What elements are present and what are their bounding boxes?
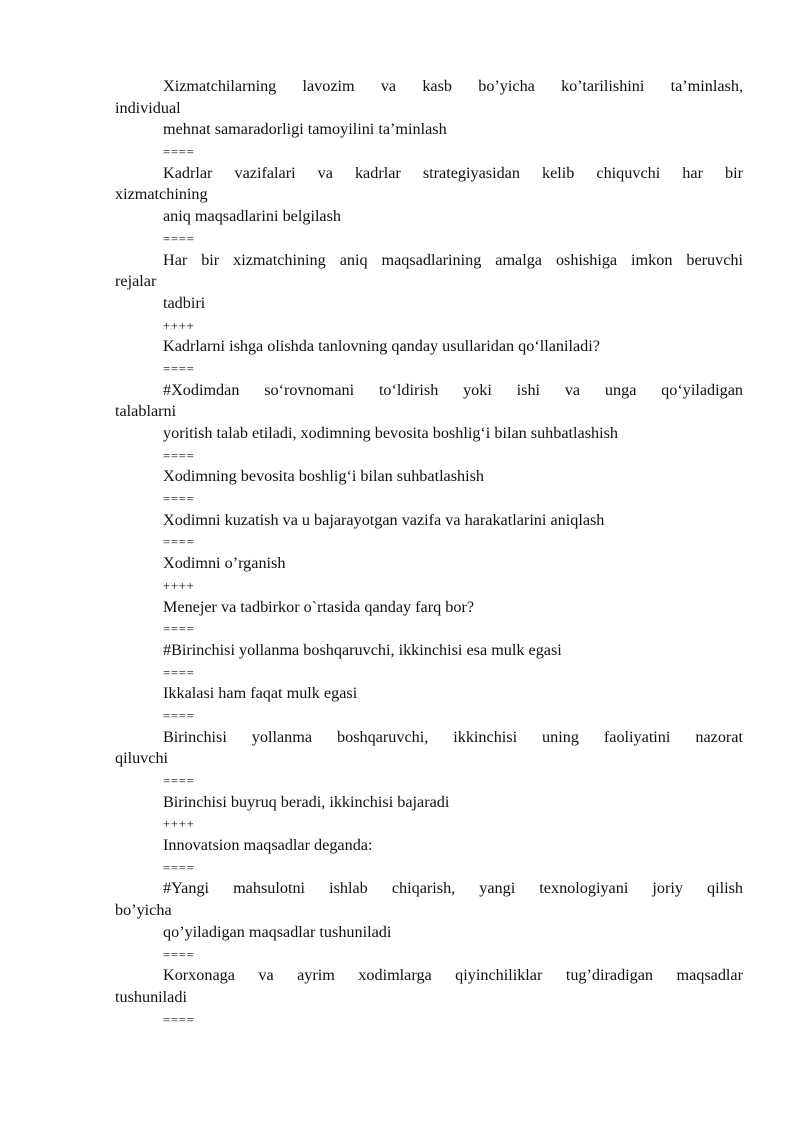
separator: ==== xyxy=(163,144,195,160)
text-line: Xodimni kuzatish va u bajarayotgan vazifa va harakatlarini aniqlash xyxy=(163,510,605,529)
question-text: Kadrlarni ishga olishda tanlovning qanday usullaridan qo‘llaniladi? xyxy=(163,337,600,356)
question-separator: ++++ xyxy=(163,577,195,593)
text-line: Kadrlar vazifalari va kadrlar strategiyasidan kelib chiquvchi har bir xyxy=(163,163,743,182)
text-line: talablarni xyxy=(115,402,177,421)
question-text: Innovatsion maqsadlar deganda: xyxy=(163,836,373,855)
document-page xyxy=(115,76,743,1030)
text-line: Korxonaga va ayrim xodimlarga qiyinchiliklar tug’diradigan maqsadlar xyxy=(163,966,743,985)
question-separator: ++++ xyxy=(163,816,195,832)
separator: ==== xyxy=(163,1011,195,1027)
text-line: #Birinchisi yollanma boshqaruvchi, ikkinchisi esa mulk egasi xyxy=(163,640,562,659)
text-line: Xodimning bevosita boshlig‘i bilan suhbatlashish xyxy=(163,467,485,486)
text-line: Xizmatchilarning lavozim va kasb bo’yicha ko’tarilishini ta’minlash, xyxy=(163,77,743,95)
text-line: yoritish talab etiladi, xodimning bevosita boshlig‘i bilan suhbatlashish xyxy=(163,424,618,442)
text-line: aniq maqsadlarini belgilash xyxy=(163,207,342,226)
separator: ==== xyxy=(163,621,195,637)
separator: ==== xyxy=(163,707,195,723)
text-line: bo’yicha xyxy=(115,901,172,920)
text-line: xizmatchining xyxy=(115,185,208,204)
text-line: rejalar xyxy=(115,272,157,291)
separator: ==== xyxy=(163,859,195,875)
text-line: tushuniladi xyxy=(115,987,187,1006)
separator: ==== xyxy=(163,230,195,246)
separator: ==== xyxy=(163,773,195,788)
text-line: Har bir xizmatchining aniq maqsadlarining amalga oshishiga imkon beruvchi xyxy=(163,250,743,269)
text-line: Birinchisi yollanma boshqaruvchi, ikkinchisi uning faoliyatini nazorat xyxy=(163,727,743,746)
separator: ==== xyxy=(163,360,195,376)
question-text: Menejer va tadbirkor o`rtasida qanday farq bor? xyxy=(163,597,475,616)
separator: ==== xyxy=(163,491,195,507)
text-line: Xodimni o’rganish xyxy=(163,554,286,573)
text-line: Ikkalasi ham faqat mulk egasi xyxy=(163,684,358,703)
separator: ==== xyxy=(163,946,195,962)
separator: ==== xyxy=(163,664,195,680)
text-line: mehnat samaradorligi tamoyilini ta’minlash xyxy=(163,120,447,139)
text-line: qo’yiladigan maqsadlar tushuniladi xyxy=(163,922,392,941)
text-line: qiluvchi xyxy=(115,749,169,768)
separator: ==== xyxy=(163,447,195,463)
text-line: Birinchisi buyruq beradi, ikkinchisi bajaradi xyxy=(163,792,450,811)
separator: ==== xyxy=(163,534,195,550)
question-separator: ++++ xyxy=(163,317,195,333)
text-line: tadbiri xyxy=(163,293,206,312)
text-line: individual xyxy=(115,98,181,117)
text-line: #Xodimdan so‘rovnomani to‘ldirish yoki ishi va unga qo‘yiladigan xyxy=(163,380,743,399)
text-line: #Yangi mahsulotni ishlab chiqarish, yangi texnologiyani joriy qilish xyxy=(163,879,743,898)
